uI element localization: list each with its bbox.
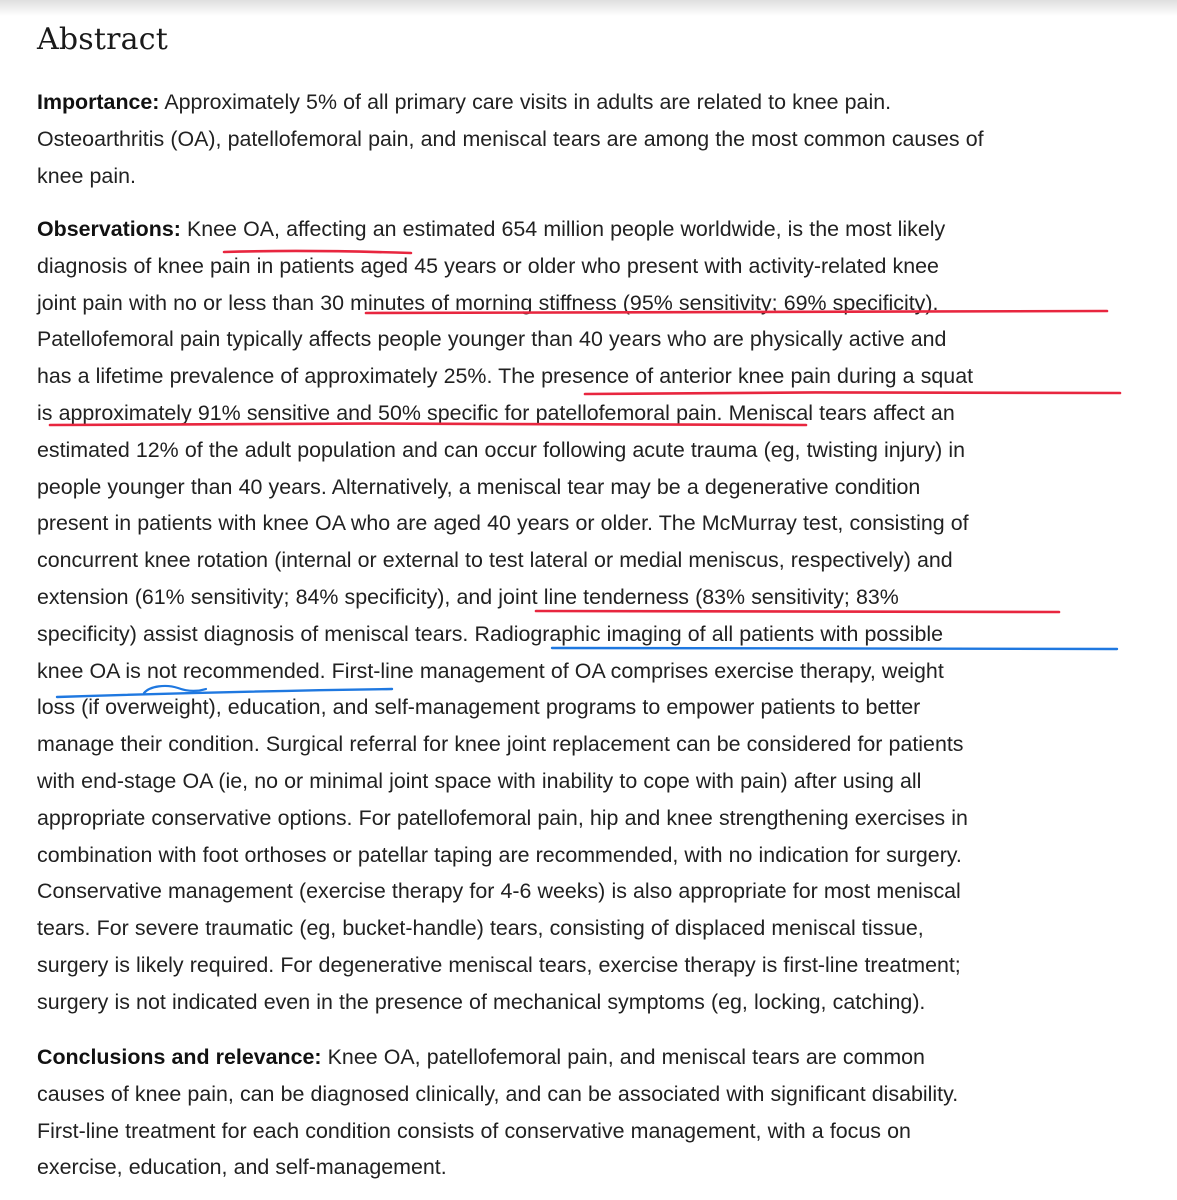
observations-line-19: Conservative management (exercise therapy for 4-6 weeks) is also appropriate for most meniscal [37,879,961,904]
observations-line-11: extension (61% sensitivity; 84% specificity), and joint line tenderness (83% sensitivity; 83% [37,584,899,609]
observations-line-13: knee OA is not recommended. First-line management of OA comprises exercise therapy, weight [37,658,944,683]
importance-line-3: knee pain. [37,163,136,188]
observations-line-1: Observations: Knee OA, affecting an estimated 654 million people worldwide, is the most likely [37,217,946,241]
importance-line-1: Importance: Approximately 5% of all primary care visits in adults are related to knee pain. [37,90,892,114]
observations-line-2: diagnosis of knee pain in patients aged 45 years or older who present with activity-related knee [37,253,939,278]
observations-line-4: Patellofemoral pain typically affects people younger than 40 years who are physically active and [37,327,947,352]
observations-line-6: is approximately 91% sensitive and 50% specific for patellofemoral pain. Meniscal tears affect an [37,400,955,425]
conclusions-line-1: Conclusions and relevance: Knee OA, patellofemoral pain, and meniscal tears are common [37,1045,925,1069]
observations-line-17: appropriate conservative options. For patellofemoral pain, hip and knee strengthening exercises in [37,805,968,830]
observations-line-9: present in patients with knee OA who are aged 40 years or older. The McMurray test, consisting of [37,511,969,536]
abstract-heading: Abstract [37,22,169,57]
observations-line-14: loss (if overweight), education, and self-management programs to empower patients to better [37,695,921,720]
conclusions-label: Conclusions and relevance: [37,1045,322,1069]
observations-line-8: people younger than 40 years. Alternatively, a meniscal tear may be a degenerative condition [37,474,921,499]
conclusions-line-3: First-line treatment for each condition consists of conservative management, with a focus on [37,1118,911,1143]
observations-line-15: manage their condition. Surgical referral for knee joint replacement can be considered for patients [37,732,964,757]
conclusions-paragraph [37,1039,958,1186]
top-shadow [0,0,1177,16]
importance-paragraph [37,84,984,194]
importance-label: Importance: [37,90,160,114]
observations-line-3: joint pain with no or less than 30 minutes of morning stiffness (95% sensitivity; 69% specificity). [37,290,939,315]
observations-line-16: with end-stage OA (ie, no or minimal joint space with inability to cope with pain) after using all [37,768,922,793]
observations-line-18: combination with foot orthoses or patellar taping are recommended, with no indication for surgery. [37,842,962,867]
observations-line-10: concurrent knee rotation (internal or external to test lateral or medial meniscus, respectively) and [37,548,953,573]
observations-line-20: tears. For severe traumatic (eg, bucket-handle) tears, consisting of displaced meniscal tissue, [37,916,924,941]
observations-label: Observations: [37,217,181,241]
importance-line-2: Osteoarthritis (OA), patellofemoral pain, and meniscal tears are among the most common causes of [37,126,984,151]
observations-line-12: specificity) assist diagnosis of meniscal tears. Radiographic imaging of all patients with possible [37,621,943,646]
observations-paragraph [37,211,973,1021]
observations-line-5: has a lifetime prevalence of approximately 25%. The presence of anterior knee pain during a squat [37,364,974,389]
conclusions-line-2: causes of knee pain, can be diagnosed clinically, and can be associated with significant disability. [37,1081,959,1106]
observations-line-7: estimated 12% of the adult population and can occur following acute trauma (eg, twisting injury) in [37,437,966,462]
observations-line-22: surgery is not indicated even in the presence of mechanical symptoms (eg, locking, catching). [37,989,926,1014]
observations-line-21: surgery is likely required. For degenerative meniscal tears, exercise therapy is first-line treatment; [37,952,961,977]
conclusions-line-4: exercise, education, and self-management. [37,1155,447,1180]
